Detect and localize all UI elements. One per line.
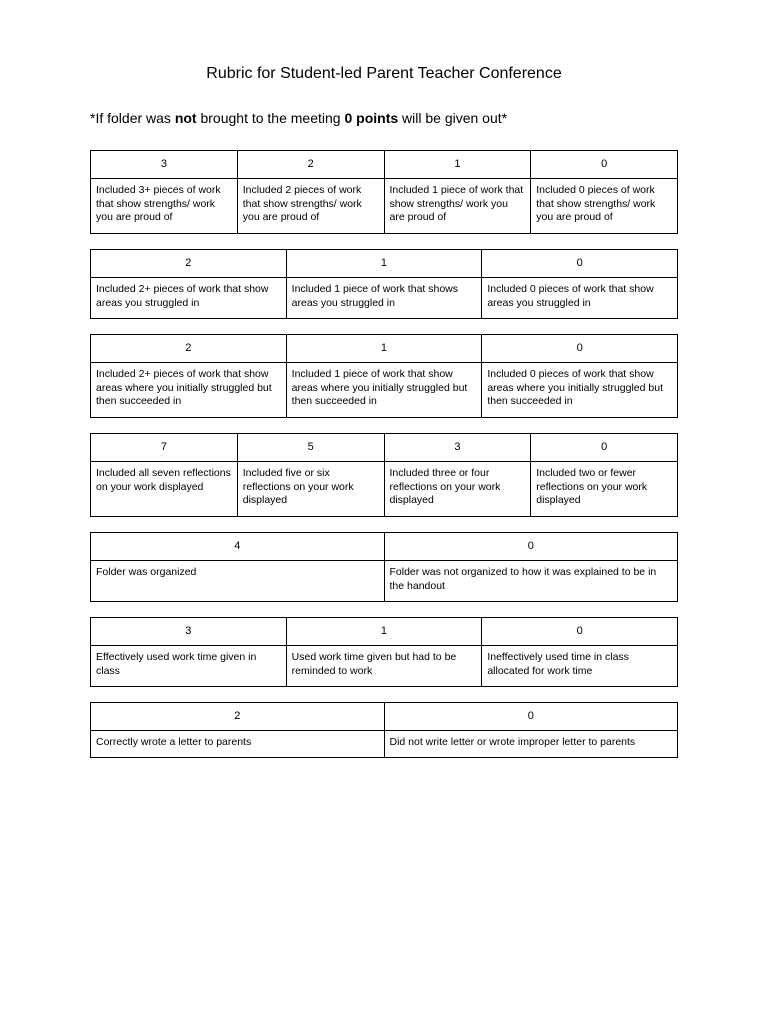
score-cell: 7 <box>91 434 238 462</box>
description-cell: Included 3+ pieces of work that show strengths/ work you are proud of <box>91 179 238 234</box>
note-text-2: brought to the meeting <box>196 110 345 126</box>
description-cell: Included 2+ pieces of work that show areas you struggled in <box>91 278 287 319</box>
score-cell: 0 <box>531 434 678 462</box>
score-row <box>91 335 678 363</box>
score-cell: 2 <box>91 335 287 363</box>
description-row <box>91 561 678 602</box>
score-cell: 0 <box>482 618 678 646</box>
score-row <box>91 533 678 561</box>
rubric-table-organization <box>90 532 678 602</box>
description-cell: Included 0 pieces of work that show strengths/ work you are proud of <box>531 179 678 234</box>
score-cell: 1 <box>286 250 482 278</box>
description-cell: Included 2+ pieces of work that show areas where you initially struggled but then succeeded in <box>91 363 287 418</box>
description-row <box>91 731 678 758</box>
description-cell: Included three or four reflections on your work displayed <box>384 462 531 517</box>
score-cell: 1 <box>286 335 482 363</box>
description-row <box>91 646 678 687</box>
rubric-table-letter <box>90 702 678 758</box>
description-cell: Folder was organized <box>91 561 385 602</box>
description-cell: Included 1 piece of work that show areas where you initially struggled but then succeeded in <box>286 363 482 418</box>
score-cell: 1 <box>384 151 531 179</box>
score-cell: 0 <box>384 533 678 561</box>
score-cell: 0 <box>482 335 678 363</box>
description-row <box>91 278 678 319</box>
rubric-table-struggles <box>90 249 678 319</box>
page-title: Rubric for Student-led Parent Teacher Conference <box>206 65 562 82</box>
description-cell: Included 2 pieces of work that show strengths/ work you are proud of <box>237 179 384 234</box>
description-cell: Included 1 piece of work that shows areas you struggled in <box>286 278 482 319</box>
description-cell: Included all seven reflections on your work displayed <box>91 462 238 517</box>
description-cell: Included 0 pieces of work that show areas where you initially struggled but then succeeded in <box>482 363 678 418</box>
score-cell: 3 <box>384 434 531 462</box>
score-row <box>91 151 678 179</box>
score-row <box>91 434 678 462</box>
description-cell: Included 1 piece of work that show strengths/ work you are proud of <box>384 179 531 234</box>
score-row <box>91 703 678 731</box>
note-text-1: *If folder was <box>90 110 175 126</box>
score-cell: 2 <box>237 151 384 179</box>
score-cell: 1 <box>286 618 482 646</box>
description-cell: Used work time given but had to be reminded to work <box>286 646 482 687</box>
score-cell: 2 <box>91 250 287 278</box>
score-cell: 3 <box>91 618 287 646</box>
rubric-table-strengths <box>90 150 678 234</box>
description-cell: Folder was not organized to how it was explained to be in the handout <box>384 561 678 602</box>
score-cell: 0 <box>384 703 678 731</box>
description-cell: Included two or fewer reflections on your work displayed <box>531 462 678 517</box>
folder-note <box>90 109 507 127</box>
description-row <box>91 462 678 517</box>
note-bold-not: not <box>174 110 197 126</box>
score-cell: 0 <box>482 250 678 278</box>
description-cell: Included 0 pieces of work that show areas you struggled in <box>482 278 678 319</box>
score-cell: 5 <box>237 434 384 462</box>
note-bold-points: 0 points <box>344 110 399 126</box>
description-cell: Included five or six reflections on your work displayed <box>237 462 384 517</box>
score-cell: 4 <box>91 533 385 561</box>
rubric-table-reflections <box>90 433 678 517</box>
score-cell: 2 <box>91 703 385 731</box>
score-cell: 3 <box>91 151 238 179</box>
description-row <box>91 179 678 234</box>
description-cell: Did not write letter or wrote improper letter to parents <box>384 731 678 758</box>
note-text-3: will be given out* <box>398 110 508 126</box>
rubric-table-improvement <box>90 334 678 418</box>
description-cell: Ineffectively used time in class allocated for work time <box>482 646 678 687</box>
score-row <box>91 250 678 278</box>
rubric-table-work-time <box>90 617 678 687</box>
description-row <box>91 363 678 418</box>
description-cell: Effectively used work time given in class <box>91 646 287 687</box>
description-cell: Correctly wrote a letter to parents <box>91 731 385 758</box>
score-cell: 0 <box>531 151 678 179</box>
score-row <box>91 618 678 646</box>
